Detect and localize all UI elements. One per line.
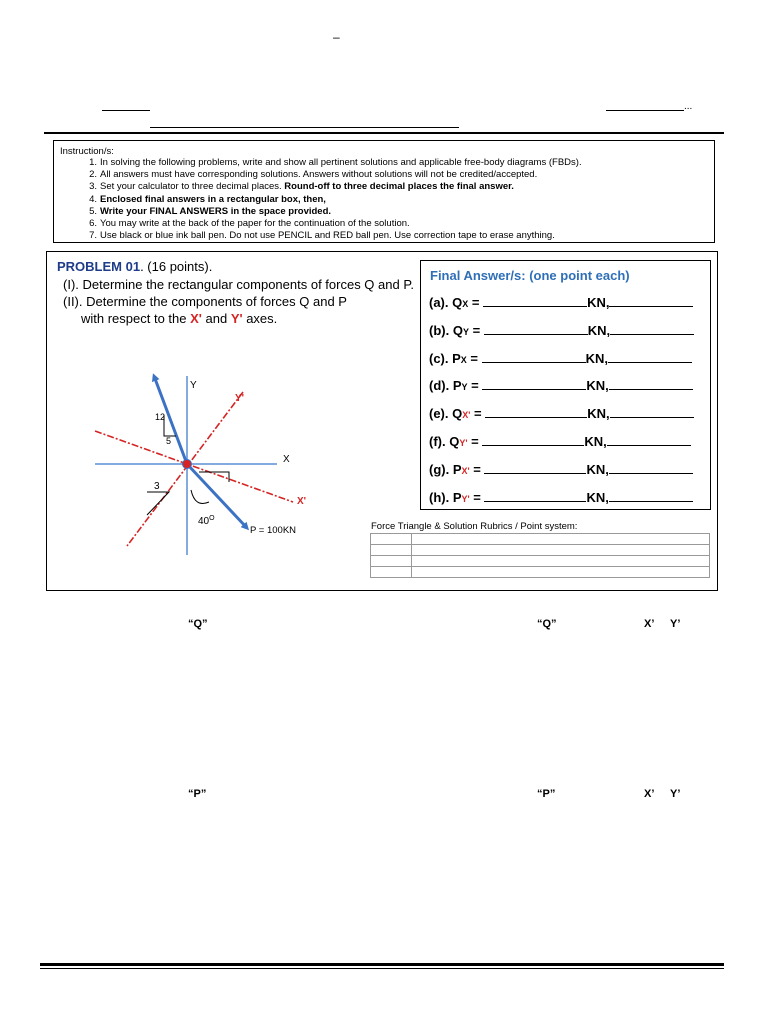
- work-label-q-left: “Q”: [188, 618, 208, 630]
- problem-y-axis: Y': [230, 311, 243, 326]
- work-label-xp-top: X’: [644, 618, 655, 630]
- instruction-text: [100, 181, 514, 193]
- answer-blank[interactable]: [484, 489, 586, 502]
- answer-blank[interactable]: [483, 294, 587, 307]
- final-answer-equals: =: [467, 378, 483, 394]
- problem-x-axis: X': [190, 311, 202, 326]
- rubric-label: Force Triangle & Solution Rubrics / Point system:: [371, 521, 578, 532]
- final-answer-unit: KN,: [587, 406, 610, 422]
- header-rule: [44, 132, 724, 134]
- instruction-number: 1.: [89, 157, 97, 168]
- angle-arc: [191, 490, 209, 504]
- section-underline: [150, 127, 459, 128]
- problem-box: [46, 251, 718, 591]
- final-answer-row: [429, 461, 693, 477]
- work-label-p-right: “P”: [537, 788, 556, 800]
- instructions-title: Instruction/s:: [60, 146, 114, 157]
- instruction-text: [100, 169, 537, 181]
- table-row: [371, 556, 710, 567]
- final-answer-subscript: X: [460, 354, 467, 365]
- header-ellipsis: ...: [684, 101, 693, 112]
- instruction-item: [60, 218, 582, 230]
- angle-label: [198, 515, 215, 527]
- header-dash: –: [333, 30, 340, 44]
- instruction-item: [60, 194, 582, 206]
- instruction-text-part: You may write at the back of the paper for the continuation of the solution.: [100, 217, 410, 229]
- table-cell: [371, 534, 412, 545]
- instructions-box: [53, 140, 715, 243]
- x-prime-axis-line: [95, 431, 293, 502]
- final-answer-row: [429, 405, 694, 421]
- instruction-item: [60, 157, 582, 169]
- table-cell: [371, 567, 412, 578]
- answer-blank[interactable]: [609, 377, 693, 390]
- final-answer-label: (g). P: [429, 461, 462, 477]
- instruction-text: [100, 218, 410, 230]
- instruction-text: [100, 194, 326, 206]
- table-row: [371, 534, 710, 545]
- final-answer-row: [429, 377, 693, 393]
- y-prime-axis-line: [127, 392, 243, 546]
- final-answer-label: (c). P: [429, 350, 461, 366]
- rubric-table: [370, 533, 710, 578]
- answer-blank[interactable]: [482, 350, 586, 363]
- final-answer-label: (d). P: [429, 378, 462, 394]
- final-answer-row: [429, 489, 693, 505]
- slope-label-5: 5: [166, 436, 172, 446]
- instruction-text-part: In solving the following problems, write and show all pertinent solutions and applicable free-body diagrams (FBDs).: [100, 157, 582, 168]
- answer-blank[interactable]: [482, 433, 584, 446]
- problem-line-2: (II). Determine the components of forces Q and P: [63, 294, 347, 309]
- final-answer-subscript: Y': [459, 438, 468, 448]
- name-underline: [102, 110, 150, 111]
- work-label-xp-bottom: X’: [644, 788, 655, 800]
- problem-number: PROBLEM 01: [57, 259, 141, 274]
- footer-rule: [40, 963, 724, 966]
- instructions-list: [60, 157, 582, 242]
- force-p-vector: [187, 464, 247, 528]
- final-answer-unit: KN,: [587, 322, 611, 338]
- small-slope-triangle: [147, 492, 169, 515]
- final-answer-unit: KN,: [587, 295, 610, 310]
- problem-line-1: (I). Determine the rectangular components of forces Q and P.: [63, 277, 414, 292]
- table-row: [371, 545, 710, 556]
- instruction-text: [100, 206, 331, 218]
- answer-blank[interactable]: [610, 322, 694, 335]
- final-answer-unit: KN,: [586, 378, 609, 394]
- final-answer-row: [429, 350, 692, 366]
- final-answer-subscript: X: [462, 299, 469, 309]
- answer-blank[interactable]: [608, 350, 692, 363]
- table-cell: [412, 534, 710, 545]
- answer-blank[interactable]: [609, 461, 693, 474]
- final-answer-row: [429, 294, 693, 310]
- answer-blank[interactable]: [484, 461, 586, 474]
- table-cell: [371, 556, 412, 567]
- problem-and: and: [201, 311, 231, 326]
- answer-blank[interactable]: [609, 294, 693, 307]
- instruction-text-part: Round-off to three decimal places the final answer.: [284, 181, 514, 193]
- origin-point: [183, 460, 192, 469]
- work-label-yp-top: Y’: [670, 618, 681, 630]
- final-answer-equals: =: [469, 489, 485, 505]
- instruction-text-part: All answers must have corresponding solutions. Answers without solutions will not be credited/accepted.: [100, 169, 538, 181]
- final-answer-unit: KN,: [586, 489, 609, 505]
- table-cell: [412, 556, 710, 567]
- final-answer-subscript: X': [461, 465, 470, 476]
- work-label-p-left: “P”: [188, 788, 207, 800]
- answer-blank[interactable]: [607, 433, 691, 446]
- x-axis-label: X: [283, 454, 290, 465]
- instruction-item: [60, 230, 582, 242]
- problem-line-3-pre: with respect to the: [81, 311, 191, 326]
- instruction-text-part: Write your FINAL ANSWERS in the space provided.: [100, 205, 332, 217]
- answer-blank[interactable]: [609, 489, 693, 502]
- final-answer-label: (e). Q: [429, 406, 463, 422]
- instruction-number: 2.: [89, 169, 97, 181]
- force-p-label: P = 100KN: [250, 525, 297, 536]
- instruction-number: 7.: [89, 230, 97, 242]
- slope-label-12: 12: [155, 412, 166, 422]
- final-answer-subscript: X': [462, 410, 471, 421]
- final-answer-equals: =: [467, 434, 483, 449]
- final-answer-equals: =: [468, 322, 484, 338]
- problem-line-3: [81, 311, 277, 326]
- instruction-item: [60, 206, 582, 218]
- y-axis-label: Y: [190, 380, 197, 391]
- final-answer-equals: =: [470, 406, 486, 422]
- final-answer-equals: =: [468, 295, 484, 310]
- final-answer-label: (h). P: [429, 489, 462, 505]
- final-answer-label: (a). Q: [429, 295, 463, 310]
- instruction-text: [100, 157, 582, 169]
- final-answer-row: [429, 433, 691, 449]
- final-answers-title: Final Answer/s: (one point each): [430, 268, 630, 283]
- table-row: [371, 567, 710, 578]
- answer-blank[interactable]: [482, 377, 586, 390]
- x-prime-label: X': [297, 496, 307, 507]
- footer-rule-thin: [40, 968, 724, 969]
- final-answer-unit: KN,: [585, 350, 609, 366]
- table-cell: [412, 567, 710, 578]
- slope-label-3: 3: [154, 481, 160, 492]
- instruction-text-part: Enclosed final answers in a rectangular box, then,: [100, 193, 326, 205]
- y-prime-label: Y': [235, 393, 245, 404]
- instruction-number: 6.: [89, 217, 97, 229]
- answer-blank[interactable]: [485, 405, 587, 418]
- angle-unit: O: [209, 515, 215, 522]
- date-underline: [606, 110, 684, 111]
- instruction-item: [60, 169, 582, 181]
- final-answer-unit: KN,: [584, 434, 607, 449]
- instruction-item: [60, 181, 582, 193]
- instruction-number: 5.: [89, 205, 97, 217]
- final-answers-box: [420, 260, 711, 510]
- table-cell: [412, 545, 710, 556]
- force-diagram: [87, 352, 347, 592]
- instruction-text-part: Set your calculator to three decimal places.: [100, 181, 285, 193]
- instruction-number: 4.: [89, 193, 97, 205]
- answer-blank[interactable]: [484, 322, 588, 335]
- work-label-yp-bottom: Y’: [670, 788, 681, 800]
- angle-value: 40: [198, 516, 210, 527]
- final-answer-row: [429, 322, 694, 338]
- instruction-text-part: Use black or blue ink ball pen. Do not use PENCIL and RED ball pen. Use correction tape to erase anything.: [100, 230, 555, 242]
- problem-title: [57, 259, 212, 274]
- final-answer-unit: KN,: [586, 461, 609, 477]
- final-answer-label: (b). Q: [429, 322, 463, 338]
- final-answer-equals: =: [469, 461, 485, 477]
- instruction-number: 3.: [89, 181, 97, 193]
- problem-line-3-post: axes.: [242, 311, 278, 326]
- problem-points: . (16 points).: [140, 259, 213, 274]
- table-cell: [371, 545, 412, 556]
- instruction-text: [100, 230, 555, 242]
- final-answer-label: (f). Q: [429, 434, 460, 449]
- final-answer-subscript: Y: [462, 326, 469, 337]
- final-answer-subscript: Y': [461, 493, 470, 504]
- answer-blank[interactable]: [610, 405, 694, 418]
- work-label-q-right: “Q”: [537, 618, 557, 630]
- final-answer-equals: =: [466, 350, 482, 366]
- final-answer-subscript: Y: [461, 382, 468, 393]
